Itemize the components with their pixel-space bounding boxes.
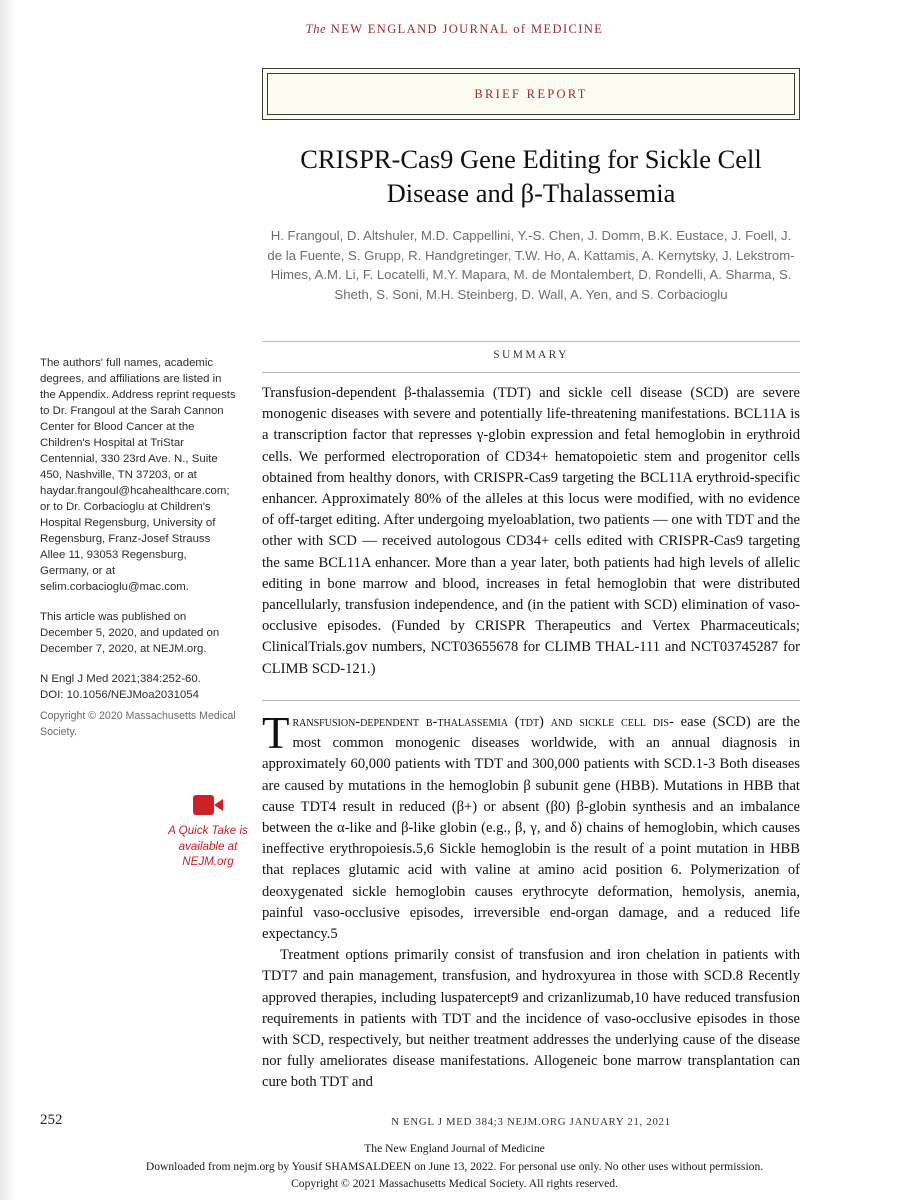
section-label: BRIEF REPORT [474,86,588,101]
citation-line: N Engl J Med 2021;384:252-60. [40,673,201,685]
download-notice-line-3: Copyright © 2021 Massachusetts Medical Society. All rights reserved. [291,1177,618,1190]
summary-rule-bottom [262,700,800,701]
quick-take-line-2: available at [178,839,238,853]
page-title: CRISPR-Cas9 Gene Editing for Sickle Cell Disease and β-Thalassemia [300,144,762,208]
download-notice [0,1140,909,1193]
page-number: 252 [40,1112,63,1128]
download-notice-line-1: The New England Journal of Medicine [364,1142,545,1155]
summary-label: SUMMARY [493,349,569,361]
quick-take-callout[interactable] [148,795,268,870]
body-paragraph-1-text: ease (SCD) are the most common monogenic diseases worldwide, with an annual diagnosis in approximately 60,000 patients with TDT and 300,000 patients with SCD.1-3 Both diseases are caused by mutations in the hemoglobin β subunit gene (HBB). Mutations in HBB that cause TDT4 result in reduced (β+) or absent (β0) β-globin synthesis and an imbalance between the α-like and β-like globin (e.g., β, γ, and δ) chains of hemoglobin, which causes ineffective erythropoiesis.5,6 Sickle hemoglobin is the result of a point mutation in HBB that replaces glutamic acid with valine at amino acid position 6. Polymerization of deoxygenated sickle hemoglobin causes erythrocyte deformation, hemolysis, anemia, painful vaso-occlusive episodes, irreversible end-organ damage, and a reduced life expectancy.5 [262,714,800,943]
doi-line[interactable]: DOI: 10.1056/NEJMoa2031054 [40,689,199,702]
masthead-the: The [305,22,327,36]
page-edge-shadow [0,0,16,1200]
summary-text: Transfusion-dependent β-thalassemia (TDT) and sickle cell disease (SCD) are severe monogenic diseases with severe and potentially life-threatening manifestations. BCL11A is a transcription factor that represses γ-globin expression and fetal hemoglobin in erythroid cells. We performed electroporation of CD34+ hematopoietic stem and progenitor cells obtained from healthy donors, with CRISPR-Cas9 targeting the BCL11A erythroid-specific enhancer. Approximately 80% of the alleles at this locus were modified, with no evidence of off-target editing. After undergoing myeloablation, two patients — one with TDT and the other with SCD — received autologous CD34+ cells edited with CRISPR-Cas9 targeting the same BCL11A enhancer. More than a year later, both patients had high levels of allelic editing in bone marrow and blood, increases in fetal hemoglobin that were distributed pancellularly, transfusion independence, and (in the patient with SCD) elimination of vaso-occlusive episodes. (Funded by CRISPR Therapeutics and Vertex Pharmaceuticals; ClinicalTrials.gov numbers, NCT03655678 for CLIMB THAL-111 and NCT03745287 for CLIMB SCD-121.) [262,385,800,677]
video-camera-icon [193,795,223,815]
summary-rule-top [262,341,800,342]
quick-take-line-1: A Quick Take is [168,824,248,837]
sidebar-copyright: Copyright © 2020 Massachusetts Medical Society. [40,709,236,739]
publication-note: This article was published on December 5, 2020, and updated on December 7, 2020, at NEJM.org. [40,611,220,655]
body-paragraph-1 [262,708,800,945]
body-paragraph-2: Treatment options primarily consist of transfusion and iron chelation in patients with TDT7 and pain management, transfusion, and hydroxyurea in those with SCD.8 Recently approved therapies, including luspatercept9 and crizanlizumab,10 have reduced transfusion requirements in patients with TDT and the incidence of vaso-occlusive episodes in those with SCD, respectively, but neither treatment addresses the underlying cause of the disease nor fully ameliorates disease manifestations. Allogeneic bone marrow transplantation can cure both TDT and [262,947,800,1091]
quick-take-line-3[interactable]: NEJM.org [182,855,234,868]
article-body [262,708,800,1108]
section-label-inner [267,73,795,115]
download-notice-line-2: Downloaded from nejm.org by Yousif SHAMSALDEEN on June 13, 2022. For personal use only. No other uses without permission. [145,1159,764,1173]
sidebar-notes [40,355,236,755]
masthead-title: NEW ENGLAND JOURNAL of MEDICINE [330,22,604,36]
summary-rule-middle [262,372,800,373]
drop-cap: T [262,708,290,758]
body-paragraph-1-opening: ransfusion-dependent β-thalassemia (tdt) and sickle cell dis- [292,714,674,730]
author-list: H. Frangoul, D. Altshuler, M.D. Cappellini, Y.-S. Chen, J. Domm, B.K. Eustace, J. Foell, J. de la Fuente, S. Grupp, R. Handgretinger, T.W. Ho, A. Kattamis, A. Kernytsky, J. Lekstrom-Himes, A.M. Li, F. Locatelli, M.Y. Mapara, M. de Montalembert, D. Rondelli, A. Sharma, S. Sheth, S. Soni, M.H. Steinberg, D. Wall, A. Yen, and S. Corbacioglu [267,228,795,302]
section-label-box [262,68,800,120]
running-footer: N ENGL J MED 384;3 NEJM.ORG JANUARY 21, 2021 [391,1116,671,1128]
journal-masthead [0,22,909,37]
affiliation-note: The authors' full names, academic degrees, and affiliations are listed in the Appendix. Address reprint requests to Dr. Frangoul at the Sarah Cannon Center for Blood Cancer at the Children's Hospital at TriStar Centennial, 330 23rd Ave. N., Suite 450, Nashville, TN 37203, or at haydar.frangoul@hcahealthcare.com; or to Dr. Corbacioglu at Children's Hospital Regensburg, University of Regensburg, Franz-Josef Strauss Allee 11, 93053 Regensburg, Germany, or at selim.corbacioglu@mac.com. [40,357,236,593]
